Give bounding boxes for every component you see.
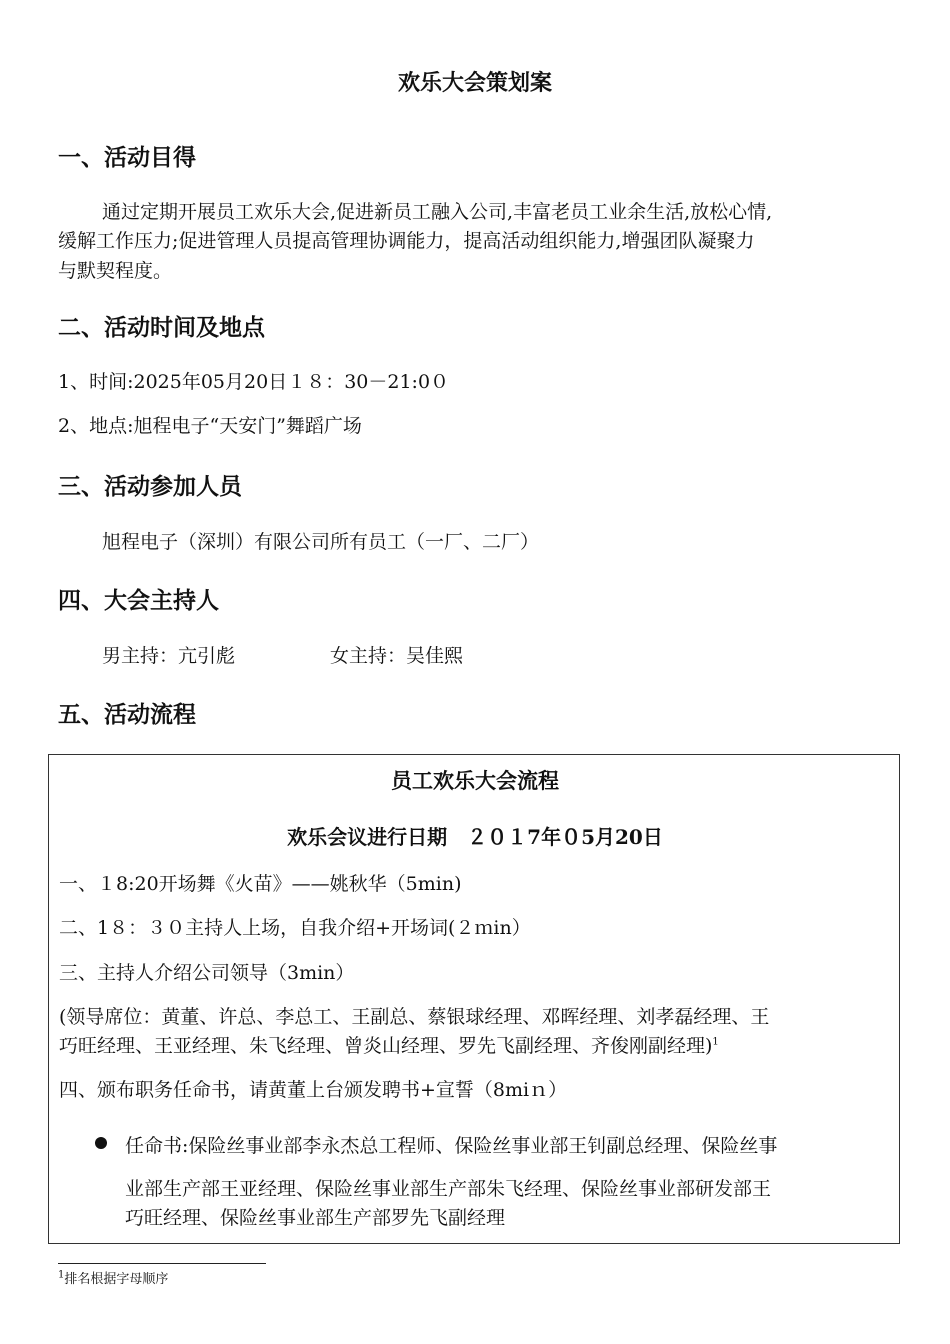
footnote-reference: 1 [712,1036,719,1048]
section-1-line-2: 缓解工作压力;促进管理人员提高管理协调能力，提高活动组织能力,增强团队凝聚力 [58,230,755,252]
flow-title: 员工欢乐大会流程 [391,768,559,793]
participants-text: 旭程电子（深圳）有限公司所有员工（一厂、二厂） [102,531,540,553]
section-2-heading: 二、活动时间及地点 [58,314,265,341]
flow-item-3: 三、主持人介绍公司领导（3min） [59,962,355,984]
female-host: 女主持：吴佳熙 [330,645,464,667]
section-1-line-3: 与默契程度。 [58,260,173,282]
flow-box [48,754,900,1244]
section-4-heading: 四、大会主持人 [58,587,219,614]
appointment-line-2: 业部生产部王亚经理、保险丝事业部生产部朱飞经理、保险丝事业部研发部王 [125,1178,772,1200]
flow-date: 欢乐会议进行日期 ２０１7年０5月20日 [287,825,663,849]
event-place: 2、地点:旭程电子“天安门”舞蹈广场 [58,415,362,437]
footnote-separator [58,1263,266,1264]
male-host: 男主持：亢引彪 [102,645,236,667]
appointment-line-1: 任命书:保险丝事业部李永杰总工程师、保险丝事业部王钊副总经理、保险丝事 [125,1135,778,1157]
flow-item-4: 四、颁布职务任命书，请黄董上台颁发聘书+宣誓（8miｎ） [59,1079,568,1101]
leader-seats-line-1: (领导席位：黄董、许总、李总工、王副总、蔡银球经理、邓晖经理、刘孝磊经理、王 [59,1006,770,1028]
leader-seats-line-2: 巧旺经理、王亚经理、朱飞经理、曾炎山经理、罗先飞副经理、齐俊刚副经理)$^1$ [59,1035,719,1057]
section-3-heading: 三、活动参加人员 [58,473,242,500]
footnote: $^1$排名根据字母顺序 [58,1269,169,1287]
flow-item-1: 一、１8:20开场舞《火苗》——姚秋华（5min) [59,873,462,895]
section-5-heading: 五、活动流程 [58,701,196,728]
section-1-heading: 一、活动目得 [58,144,196,171]
appointment-line-3: 巧旺经理、保险丝事业部生产部罗先飞副经理 [125,1207,506,1229]
event-time: 1、时间:2025年05月20日１８：30－21:0０ [58,371,450,393]
section-1-line-1: 通过定期开展员工欢乐大会,促进新员工融入公司,丰富老员工业余生活,放松心情, [102,201,773,223]
page-title: 欢乐大会策划案 [397,70,552,96]
bullet-icon [95,1137,107,1149]
flow-item-2: 二、1８：３０主持人上场，自我介绍+开场词(２ｍin） [59,917,531,939]
